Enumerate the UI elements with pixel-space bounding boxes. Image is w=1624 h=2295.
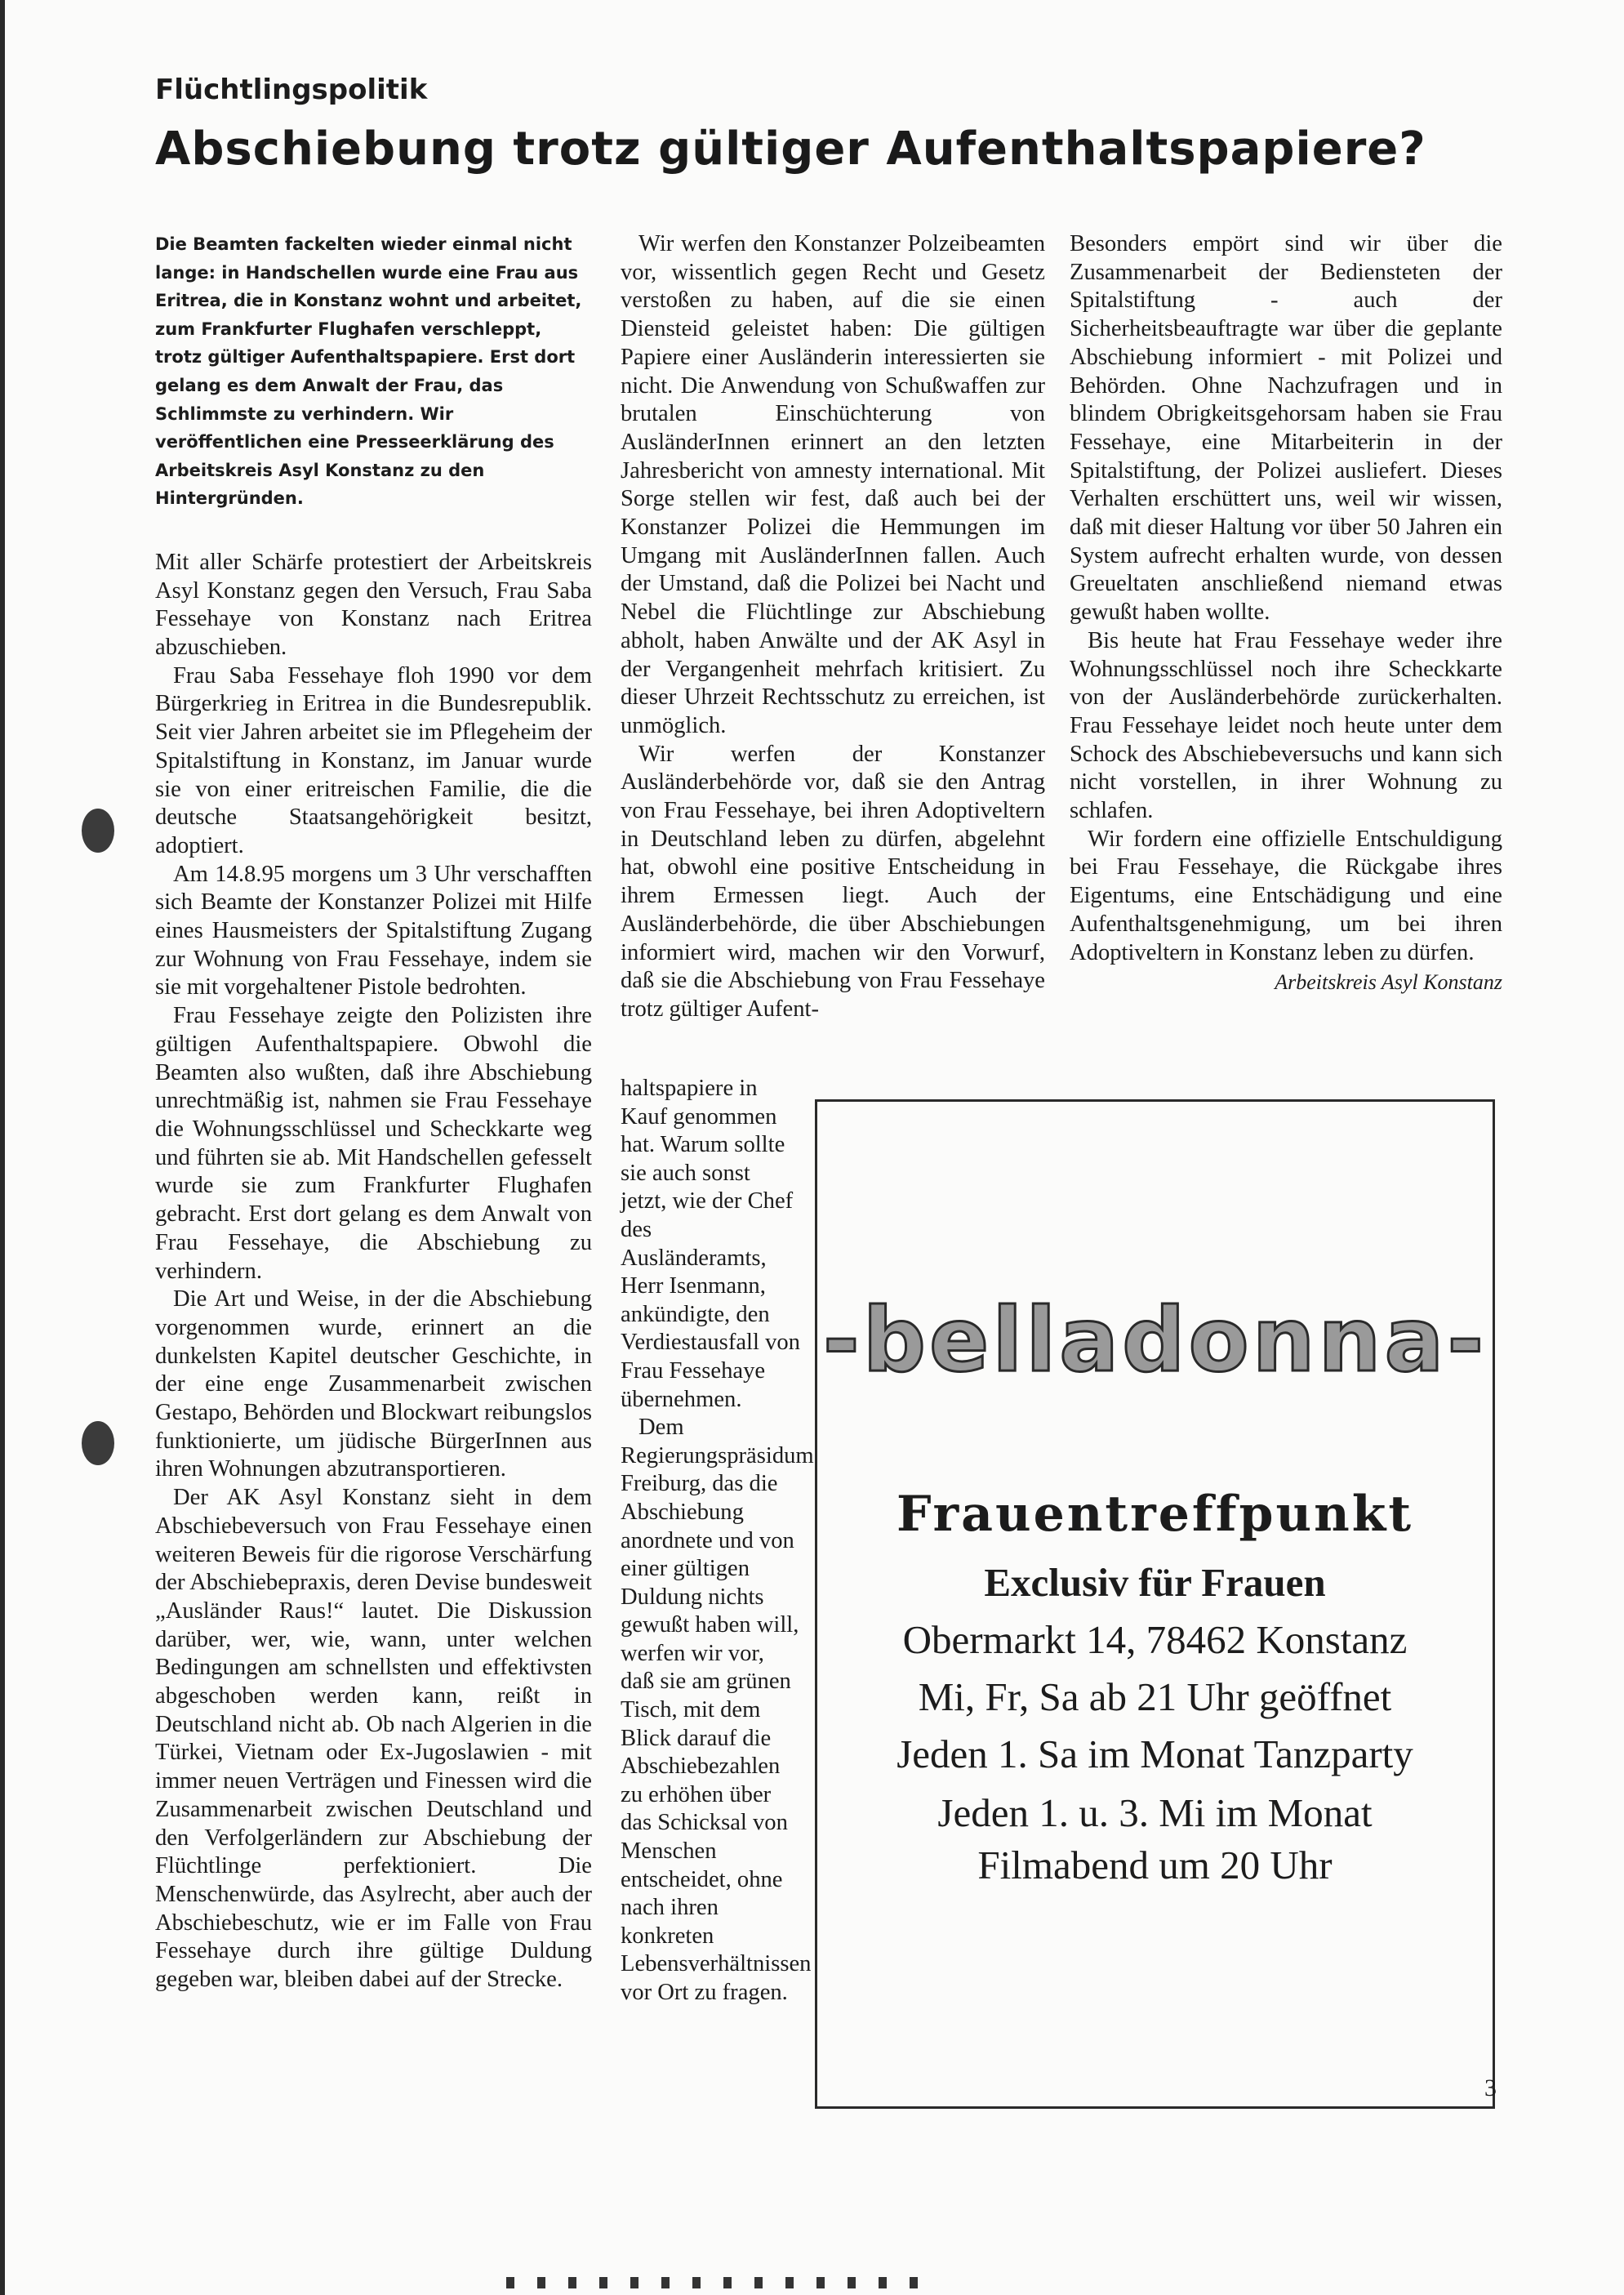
column-3 bbox=[1070, 230, 1502, 997]
ad-line: Mi, Fr, Sa ab 21 Uhr geöffnet bbox=[918, 1674, 1392, 1719]
section-label: Flüchtlingspolitik bbox=[155, 74, 428, 106]
ad-brand-logo: -belladonna- bbox=[822, 1290, 1488, 1392]
paragraph: Wir werfen der Konstanzer Ausländerbehörde vor, daß sie den Antrag von Frau Fessehaye, bei ihren Adoptiveltern in Deutschland leben zu dürfen, abgelehnt hat, obwohl eine positive Entscheidung in ihrem Ermessen liegt. Auch der Ausländerbehörde, die über Abschiebungen informiert wird, machen wir den Vorwurf, daß sie die Abschiebung von Frau Fessehaye trotz gültiger Aufent- bbox=[621, 741, 1045, 1022]
scan-edge bbox=[0, 0, 5, 2295]
paragraph: Bis heute hat Frau Fessehaye weder ihre Wohnungsschlüssel noch ihre Scheckkarte von der Ausländerbehörde zurückerhalten. Frau Fessehaye leidet noch heute unter dem Schock des Abschiebeversuchs und kann sich nicht vorstellen, in ihrer Wohnung zu schlafen. bbox=[1070, 627, 1502, 824]
signature: Arbeitskreis Asyl Konstanz bbox=[1275, 970, 1502, 995]
paragraph: haltspapiere in Kauf genommen hat. Warum sollte sie auch sonst jetzt, wie der Chef des Ausländeramts, Herr Isenmann, ankündigte, den Verdiestausfall von Frau Fessehaye übernehmen. bbox=[621, 1076, 800, 1412]
paragraph: Wir fordern eine offizielle Entschuldigung bei Frau Fessehaye, die Rückgabe ihres Eigentums, eine Entschädigung und eine Aufenthaltsgenehmigung, um bei ihren Adoptiveltern in Konstanz leben zu dürfen. bbox=[1070, 826, 1502, 965]
advertisement-box bbox=[815, 1099, 1495, 2109]
ad-line: Jeden 1. u. 3. Mi im Monat bbox=[937, 1790, 1373, 1835]
paragraph: Frau Saba Fessehaye floh 1990 vor dem Bürgerkrieg in Eritrea in die Bundesrepublik. Seit vier Jahren arbeitet sie im Pflegeheim der Spitalstiftung in Konstanz, im Januar wurde sie von einer eritreischen Familie, die die deutsche Staatsangehörigkeit besitzt, adoptiert. bbox=[155, 662, 592, 858]
column-2-narrow bbox=[621, 1075, 814, 2008]
column-2 bbox=[621, 230, 1045, 1024]
page-number: 3 bbox=[1484, 2074, 1497, 2101]
ad-line: Jeden 1. Sa im Monat Tanzparty bbox=[897, 1731, 1413, 1776]
headline: Abschiebung trotz gültiger Aufenthaltspapiere? bbox=[155, 123, 1426, 176]
paragraph: Dem Regierungspräsidum Freiburg, das die Abschiebung anordnete und von einer gültigen Duldung nichts gewußt haben will, werfen wir vor, daß sie am grünen Tisch, mit dem Blick darauf die Abschiebezahlen zu erhöhen über das Schicksal von Menschen entscheidet, ohne nach ihren konkreten Lebensverhältnissen vor Ort zu fragen. bbox=[621, 1415, 814, 2005]
paragraph: Frau Fessehaye zeigte den Polizisten ihre gültigen Aufenthaltspapiere. Obwohl die Beamten also wußten, daß ihre Abschiebung unrechtmäßig ist, nahmen sie Frau Fessehaye die Wohnungsschlüssel und Scheckkarte weg und führten sie ab. Mit Handschellen gefesselt wurde sie zum Frankfurter Flughafen gebracht. Erst dort gelang es dem Anwalt von Frau Fessehaye, die Abschiebung zu verhindern. bbox=[155, 1003, 592, 1284]
ad-subtitle: Frauentreffpunkt bbox=[896, 1486, 1414, 1543]
scan-noise bbox=[506, 2277, 931, 2288]
paragraph: Wir werfen den Konstanzer Polzeibeamten vor, wissentlich gegen Recht und Gesetz verstoßen zu haben, auf die sie einen Diensteid geleistet haben: Die gültigen Papiere einer Ausländerin interessierten sie nicht. Die Anwendung von Schußwaffen zur brutalen Einschüchterung von AusländerInnen erinnert an den letzten Jahresbericht von amnesty international. Mit Sorge stellen wir fest, daß auch bei der Konstanzer Polizei die Hemmungen im Umgang mit AusländerInnen fallen. Auch der Umstand, daß die Polizei bei Nacht und Nebel die Flüchtlinge zur Abschiebung abholt, haben Anwälte und der AK Asyl in der Vergangenheit mehrfach kritisiert. Zu dieser Uhrzeit Rechtsschutz zu erreichen, ist unmöglich. bbox=[621, 231, 1045, 738]
paragraph: Der AK Asyl Konstanz sieht in dem Abschiebeversuch von Frau Fessehaye einen weiteren Beweis für die rigorose Verschärfung der Abschiebepraxis, deren Devise bundesweit „Ausländer Raus!“ lautet. Die Diskussion darüber, wer, wie, wann, unter welchen Bedingungen am schnellsten und effektivsten abgeschoben werden kann, reißt in Deutschland nicht ab. Ob nach Algerien in die Türkei, Vietnam oder Ex-Jugoslawien - mit immer neuen Verträgen und Finessen wird die Zusammenarbeit zwischen Deutschland und den Verfolgerländern zur Abschiebung der Flüchtlinge perfektioniert. Die Menschenwürde, das Asylrecht, aber auch der Abschiebeschutz, wie er im Falle von Frau Fessehaye durch ihre gültige Duldung gegeben war, bleiben dabei auf der Strecke. bbox=[155, 1485, 592, 1993]
punch-hole bbox=[82, 809, 114, 853]
ad-line: Filmabend um 20 Uhr bbox=[977, 1843, 1333, 1887]
paragraph: Am 14.8.95 morgens um 3 Uhr verschafften sich Beamte der Konstanzer Polizei mit Hilfe eines Hausmeisters der Spitalstiftung Zugang zur Wohnung von Frau Fessehaye, indem sie sie mit vorgehaltener Pistole bedrohten. bbox=[155, 861, 592, 1000]
paragraph: Besonders empört sind wir über die Zusammenarbeit der Bediensteten der Spitalstiftung - auch der Sicherheitsbeauftragte war über die geplante Abschiebung informiert - mit Polizei und Behörden. Ohne Nachzufragen und in blindem Obrigkeitsgehorsam haben sie Frau Fessehaye, eine Mitarbeiterin in der Spitalstiftung, der Polizei ausliefert. Dieses Verhalten erschüttert uns, weil wir wissen, daß mit dieser Haltung vor über 50 Jahren ein System aufrecht erhalten wurde, von dessen Greueltaten anschließend niemand etwas gewußt haben wollte. bbox=[1070, 231, 1502, 626]
column-1 bbox=[155, 230, 592, 1994]
paragraph: Mit aller Schärfe protestiert der Arbeitskreis Asyl Konstanz gegen den Versuch, Frau Saba Fessehaye von Konstanz nach Eritrea abzuschieben. bbox=[155, 549, 592, 661]
punch-hole bbox=[82, 1421, 114, 1465]
lead-paragraph: Die Beamten fackelten wieder einmal nicht lange: in Handschellen wurde eine Frau aus Eritrea, die in Konstanz wohnt und arbeitet, zum Frankfurter Flughafen verschleppt, trotz gültiger Aufenthaltspapiere. Erst dort gelang es dem Anwalt der Frau, das Schlimmste zu verhindern. Wir veröffentlichen eine Presseerklärung des Arbeitskreis Asyl Konstanz zu den Hintergründen. bbox=[155, 234, 582, 509]
ad-line: Exclusiv für Frauen bbox=[984, 1560, 1326, 1605]
ad-line: Obermarkt 14, 78462 Konstanz bbox=[902, 1617, 1408, 1662]
paragraph: Die Art und Weise, in der die Abschiebung vorgenommen wurde, erinnert an die dunkelsten Kapitel deutscher Geschichte, in der eine enge Zusammenarbeit zwischen Gestapo, Behörden und Blockwart reibungslos funktionierte, um jüdische BürgerInnen aus ihren Wohnungen abzutransportieren. bbox=[155, 1286, 592, 1482]
